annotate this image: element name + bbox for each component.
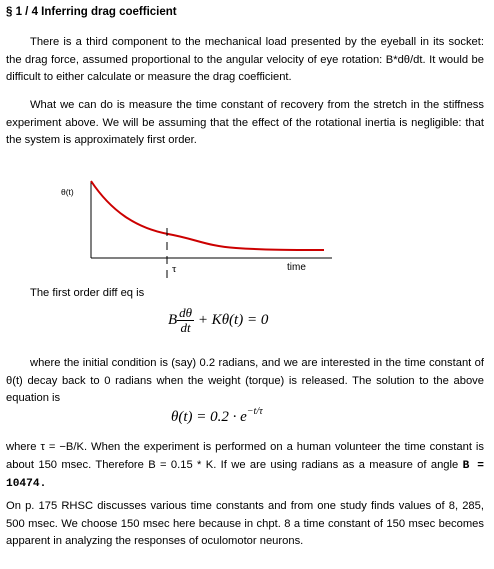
decay-figure — [56, 176, 346, 288]
decay-curve — [91, 181, 324, 250]
tau-label: τ — [172, 263, 177, 275]
solution-equation — [171, 406, 263, 426]
eq-denominator: dt — [180, 320, 191, 335]
diff-eq-intro: The first order diff eq is — [30, 287, 145, 299]
result-text: where τ = −B/K. When the experiment is performed on a human volunteer the time constant is about 150 msec. Therefore B = 0.15 * K. If we are using radians as a measure of angle — [6, 441, 484, 471]
y-axis-label: θ(t) — [61, 187, 74, 197]
paragraph-initial-condition: where the initial condition is (say) 0.2 radians, and we are interested in the time constant of θ(t) decay back to 0 radians when the weight (torque) is released. The solution to the above equation is — [6, 357, 484, 404]
eq-derivative — [177, 306, 194, 335]
paragraph-result — [6, 439, 484, 494]
paragraph-time-constant: What we can do is measure the time constant of recovery from the stretch in the stiffness experiment above. We will be assuming that the effect of the rotational inertia is negligible: that the system is approximately first order. — [6, 99, 484, 146]
eq-rest: + Kθ(t) = 0 — [197, 311, 269, 328]
solution-exponent: −t/τ — [246, 406, 263, 417]
x-axis-label: time — [287, 262, 306, 273]
paragraph-drag-force: There is a third component to the mechanical load presented by the eyeball in its socket: the drag force, assumed proportional to the angular velocity of eye rotation: B*dθ/dt. It would be difficult to either calculate or measure the drag coefficient. — [6, 36, 484, 83]
solution-lhs: θ(t) = 0.2 · e — [171, 409, 247, 425]
eq-numerator: dθ — [179, 305, 193, 320]
differential-equation — [168, 306, 268, 335]
eq-coefficient: B — [168, 311, 178, 328]
section-title: § 1 / 4 Inferring drag coefficient — [6, 6, 177, 18]
result-bold-value: B = 10474. — [6, 459, 484, 490]
paragraph-rhsc: On p. 175 RHSC discusses various time constants and from one study finds values of 8, 285, 500 msec. We choose 150 msec here because in chpt. 8 a time constant of 150 msec becomes apparent in analyzing the responses of oculomotor neurons. — [6, 500, 484, 547]
